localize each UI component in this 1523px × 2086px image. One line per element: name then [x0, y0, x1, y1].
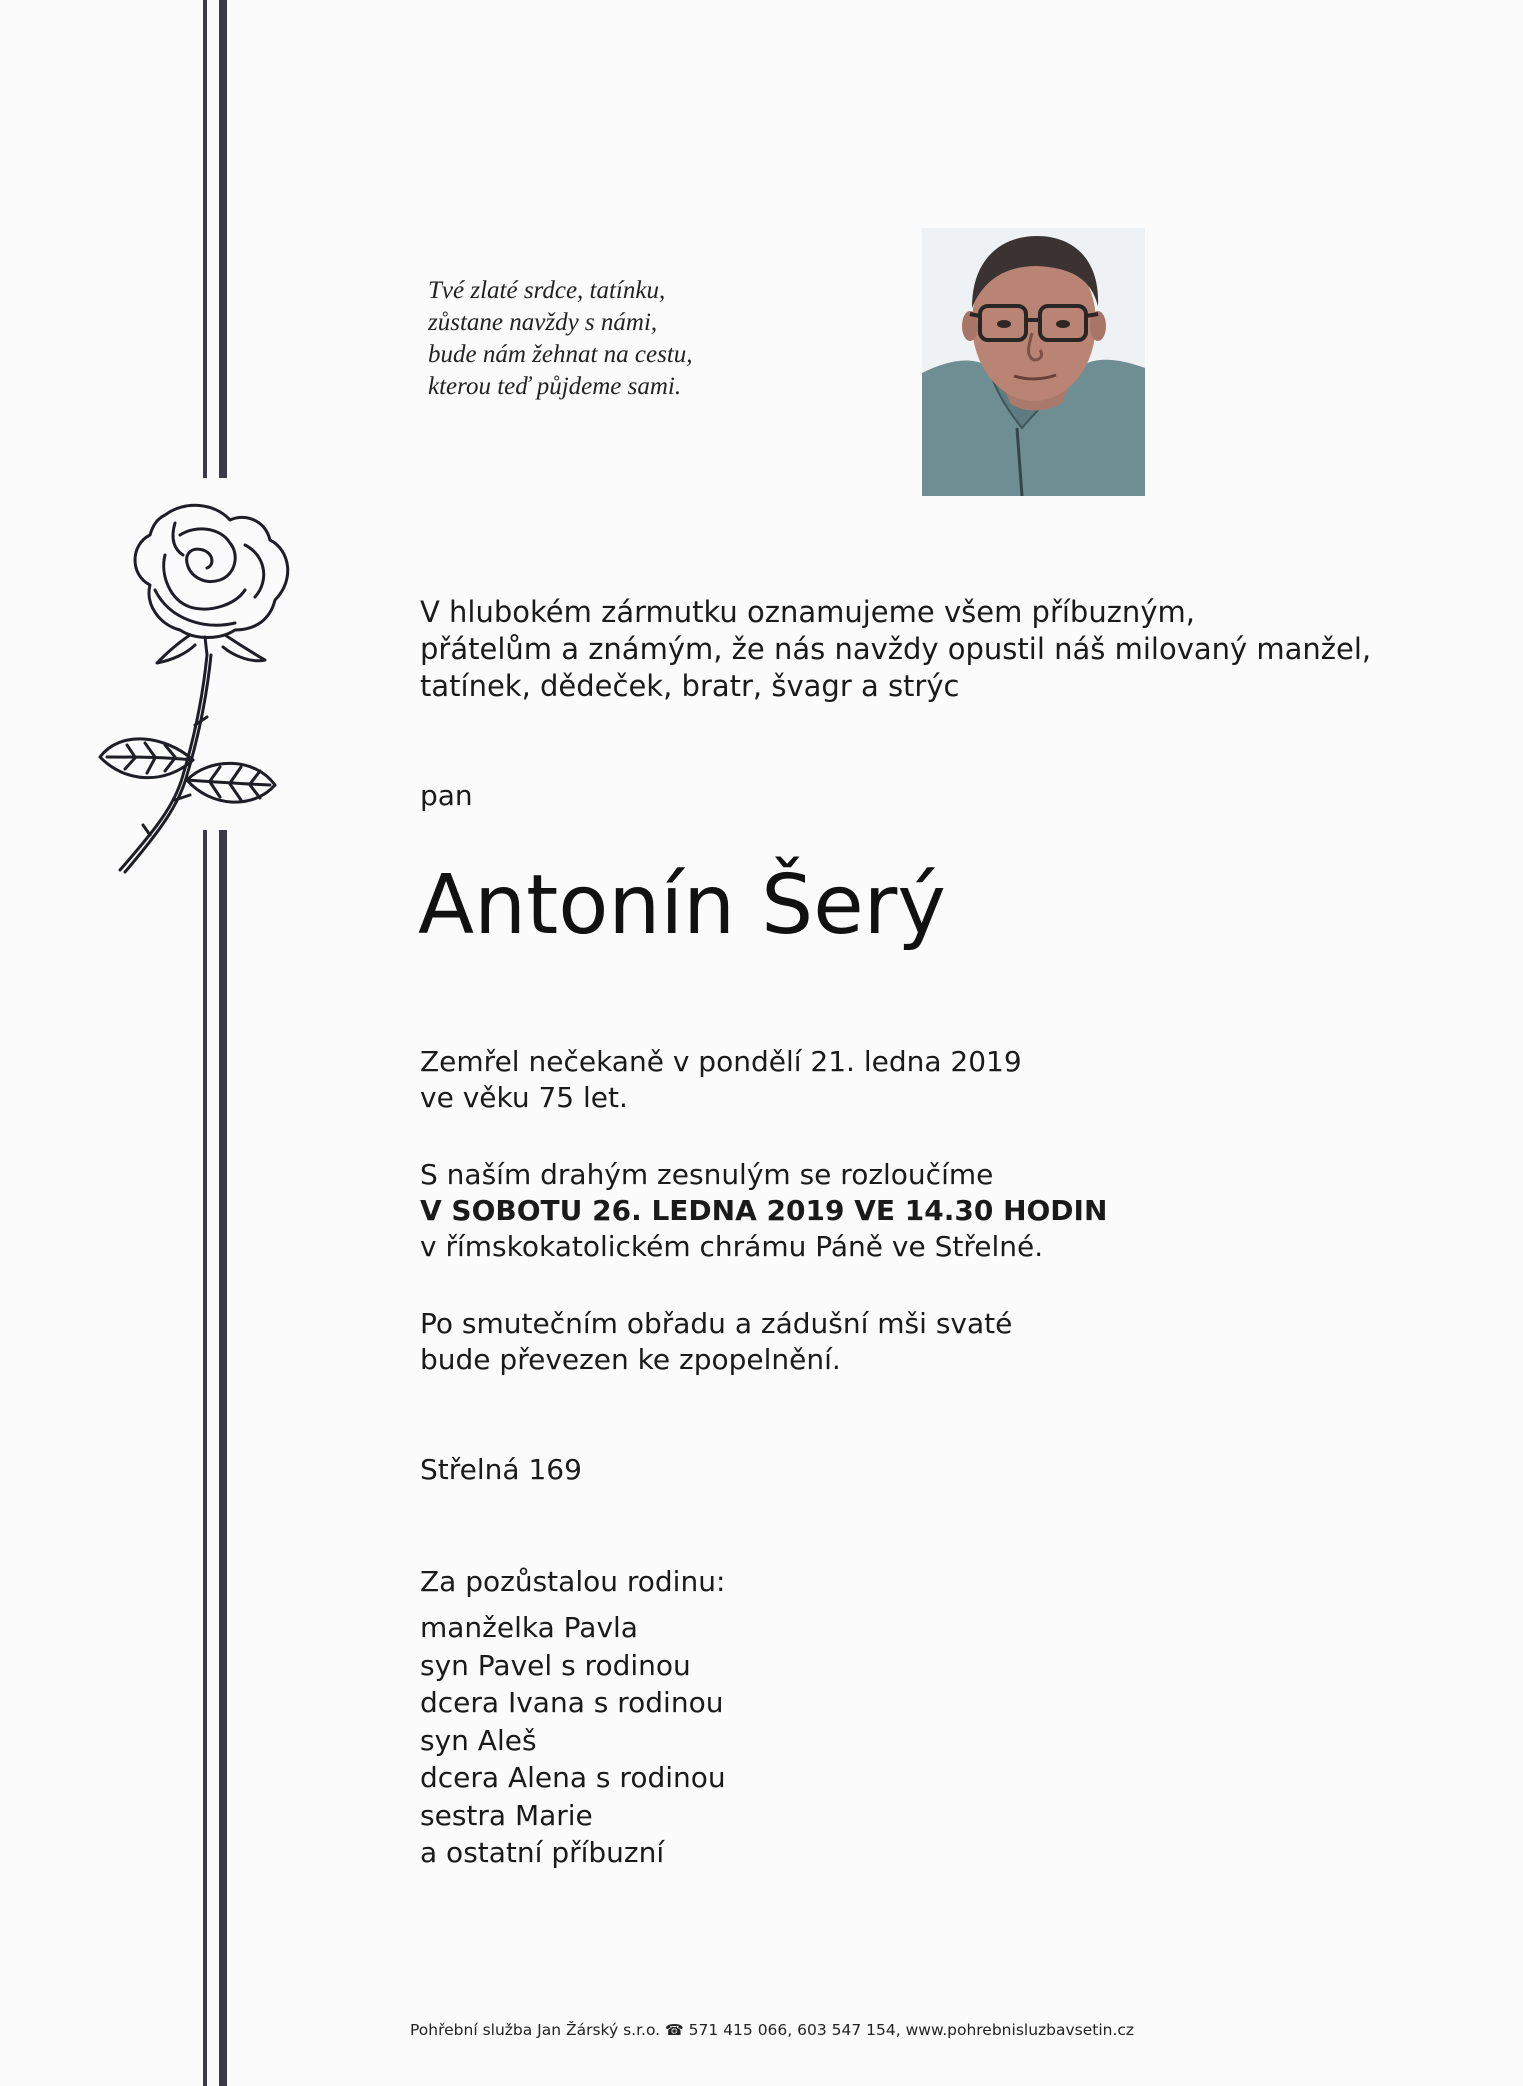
footer — [410, 2021, 1134, 2039]
left-rule-thin-bottom — [203, 830, 207, 2086]
poem-line: bude nám žehnat na cestu, — [428, 341, 693, 368]
honorific: pan — [420, 779, 473, 812]
farewell-intro: S naším drahým zesnulým se rozloučíme — [420, 1158, 994, 1191]
death-date: Zemřel nečekaně v pondělí 21. ledna 2019 — [420, 1045, 1022, 1078]
after-ceremony-line: bude převezen ke zpopelnění. — [420, 1343, 841, 1376]
after-ceremony-line: Po smutečním obřadu a zádušní mši svaté — [420, 1307, 1013, 1340]
portrait-illustration — [922, 228, 1145, 496]
footer-contact: 571 415 066, 603 547 154, www.pohrebnisluzbavsetin.cz — [688, 2021, 1135, 2039]
footer-company: Pohřební služba Jan Žárský s.r.o. — [410, 2021, 661, 2039]
death-info — [420, 1044, 1022, 1116]
left-rule-thick-top — [219, 0, 227, 478]
family-member: syn Aleš — [420, 1723, 537, 1757]
family-member: syn Pavel s rodinou — [420, 1648, 691, 1682]
farewell-info — [420, 1157, 1107, 1265]
family-member: sestra Marie — [420, 1798, 593, 1832]
poem — [428, 275, 693, 403]
family-member: manželka Pavla — [420, 1611, 638, 1644]
deceased-name: Antonín Šerý — [418, 858, 946, 953]
family-member: dcera Ivana s rodinou — [420, 1686, 724, 1719]
poem-line: zůstane navždy s námi, — [428, 309, 658, 336]
family-heading: Za pozůstalou rodinu: — [420, 1565, 726, 1598]
family-member: dcera Alena s rodinou — [420, 1761, 726, 1794]
phone-icon: ☎ — [665, 2021, 684, 2039]
family-member: a ostatní příbuzní — [420, 1836, 665, 1869]
poem-line: kterou teď půjdeme sami. — [428, 373, 682, 400]
announcement — [420, 594, 1371, 705]
left-rule-thick-bottom — [219, 830, 227, 2086]
announcement-line: tatínek, dědeček, bratr, švagr a strýc — [420, 669, 960, 703]
after-ceremony — [420, 1306, 1012, 1378]
family-members — [420, 1609, 726, 1872]
death-age: ve věku 75 let. — [420, 1081, 628, 1114]
rose-icon — [95, 495, 335, 875]
farewell-place: v římskokatolickém chrámu Páně ve Střelné. — [420, 1230, 1044, 1263]
farewell-datetime: V SOBOTU 26. LEDNA 2019 VE 14.30 HODIN — [420, 1194, 1108, 1227]
portrait-photo — [922, 228, 1145, 496]
announcement-line: přátelům a známým, že nás navždy opustil náš milovaný manžel, — [420, 632, 1372, 666]
left-rule-thin-top — [203, 0, 207, 478]
announcement-line: V hlubokém zármutku oznamujeme všem příbuzným, — [420, 595, 1195, 629]
poem-line: Tvé zlaté srdce, tatínku, — [428, 277, 666, 304]
address: Střelná 169 — [420, 1453, 582, 1486]
